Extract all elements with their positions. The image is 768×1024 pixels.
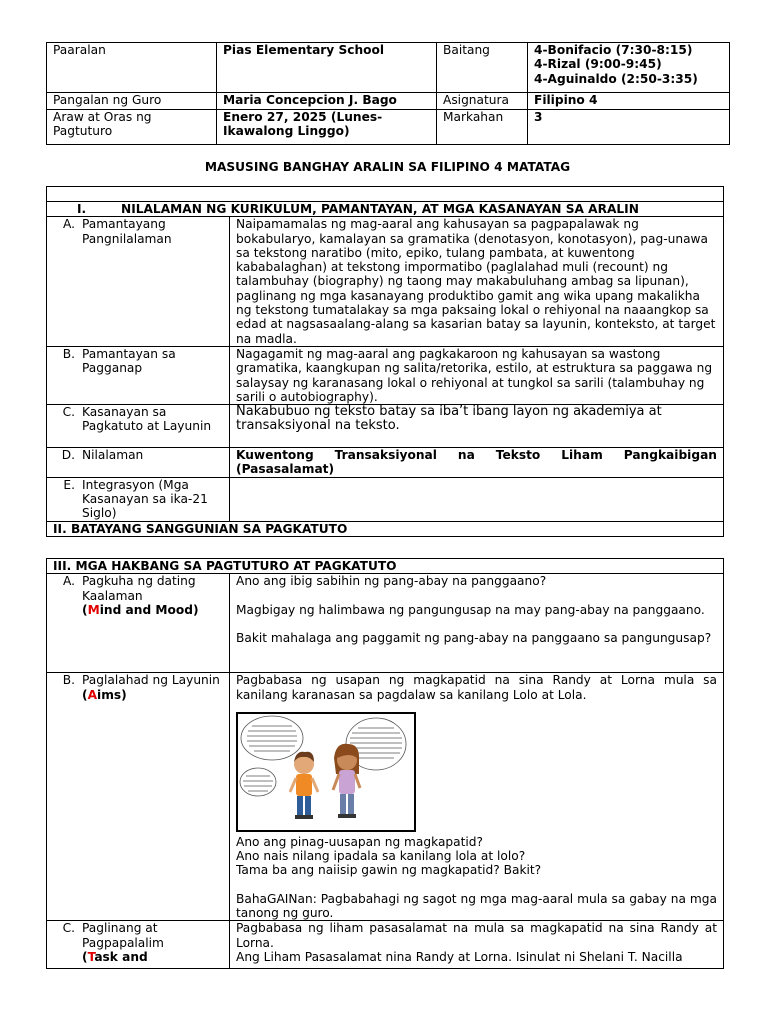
step-c-label-cell [47, 921, 230, 969]
row-e-text [230, 477, 724, 521]
row-c-label: Kasanayan sa Pagkatuto at Layunin [82, 405, 212, 434]
row-e-label-cell [47, 477, 230, 521]
step-c-tag-initial: T [87, 949, 95, 964]
row-d-letter: D. [61, 448, 75, 463]
row-b-label: Pamantayan sa Pagganap [82, 346, 176, 376]
grade-value-3: 4-Aguinaldo (2:50-3:35) [534, 71, 698, 86]
subject-value: Filipino 4 [528, 93, 730, 110]
grade-label: Baitang [437, 43, 528, 93]
step-a-tag: (Mind and Mood) [82, 602, 199, 617]
step-a-label: Pagkuha ng dating Kaalaman [82, 574, 196, 603]
step-a-q2: Magbigay ng halimbawa ng pangungusap na may pang-abay na panggaano. [236, 602, 705, 617]
teacher-label: Pangalan ng Guro [47, 93, 217, 110]
school-label: Paaralan [47, 43, 217, 93]
step-b-letter: B. [62, 673, 75, 688]
row-c-letter: C. [62, 405, 75, 420]
step-a-content [230, 574, 724, 673]
step-c-line2: Ang Liham Pasasalamat nina Randy at Lorna. Isinulat ni Shelani T. Nacilla [236, 949, 683, 964]
teacher-value: Maria Concepcion J. Bago [217, 93, 437, 110]
row-b-text: Nagagamit ng mag-aaral ang pagkakaroon ng kahusayan sa wastong gramatika, kaangkupan ng salita/retorika, estilo, at estruktura sa paggawa ng salaysay ng karanasang lokal o rehiyonal at tungkol sa sarili (talambuhay ng sarili o autobiography). [230, 346, 724, 404]
row-d-label: Nilalaman [82, 448, 144, 463]
step-b-q3: Tama ba ang naiisip gawin ng magkapatid? Bakit? [236, 863, 542, 878]
step-c-content [230, 921, 724, 969]
document-title: MASUSING BANGHAY ARALIN SA FILIPINO 4 MATATAG [204, 160, 571, 174]
step-a-label-cell [47, 574, 230, 673]
date-label: Araw at Oras ng Pagtuturo [47, 110, 217, 145]
step-c-line1: Pagbabasa ng liham pasasalamat na mula sa magkapatid na sina Randy at Lorna. [236, 921, 717, 950]
dialogue-illustration [236, 712, 416, 832]
grade-value-1: 4-Bonifacio (7:30-8:15) [534, 43, 693, 57]
step-c-tag: (Task and [82, 949, 148, 964]
siblings-dialogue-image [238, 714, 414, 830]
step-a-q1: Ano ang ibig sabihin ng pang-abay na panggaano? [236, 574, 547, 589]
row-b-letter: B. [62, 346, 75, 361]
step-c-label: Paglinang at Pagpapalalim [82, 921, 164, 950]
row-a-label-cell [47, 217, 230, 347]
header-table [46, 42, 730, 145]
row-d-label-cell [47, 448, 230, 478]
section1-title: NILALAMAN NG KURIKULUM, PAMANTAYAN, AT MGA KASANAYAN SA ARALIN [121, 202, 639, 216]
row-d-text: Kuwentong Transaksiyonal na Teksto Liham Pangkaibigan (Pasasalamat) [230, 448, 724, 478]
row-c-text: Nakabubuo ng teksto batay sa iba’t ibang layon ng akademiya at transaksiyonal na teksto. [230, 405, 724, 448]
step-b-tag: (Aims) [82, 687, 127, 702]
step-b-intro: Pagbabasa ng usapan ng magkapatid na sina Randy at Lorna mula sa kanilang karanasan sa pagdalaw sa kanilang Lolo at Lola. [236, 673, 717, 702]
step-c-tag-rest: ask and [94, 949, 148, 964]
step-b-tag-rest: ims) [97, 687, 127, 702]
section3-heading: III. MGA HAKBANG SA PAGTUTURO AT PAGKATUTO [47, 559, 724, 574]
step-a-tag-initial: M [87, 602, 100, 617]
row-a-label: Pamantayang Pangnilalaman [82, 217, 172, 246]
step-b-q1: Ano ang pinag-uusapan ng magkapatid? [236, 834, 484, 849]
row-e-label: Integrasyon (Mga Kasanayan sa ika-21 Siglo) [82, 477, 208, 521]
row-c-label-cell [47, 405, 230, 448]
step-b-label: Paglalahad ng Layunin [82, 673, 220, 688]
row-e-letter: E. [63, 477, 75, 492]
row-b-label-cell [47, 346, 230, 404]
section2-heading: II. BATAYANG SANGGUNIAN SA PAGKATUTO [47, 521, 724, 536]
section1-heading [47, 202, 724, 217]
grade-value-2: 4-Rizal (9:00-9:45) [534, 57, 662, 72]
date-value: Enero 27, 2025 (Lunes- Ikawalong Linggo) [217, 110, 437, 145]
step-b-label-cell [47, 673, 230, 921]
blank-row [47, 187, 724, 202]
step-a-q3: Bakit mahalaga ang paggamit ng pang-abay na panggaano sa pangungusap? [236, 630, 712, 645]
step-a-letter: A. [63, 574, 75, 589]
row-a-text: Naipamamalas ng mag-aaral ang kahusayan sa pagpapalawak ng bokabularyo, kamalayan sa gramatika (denotasyon, konotasyon), pag-unawa sa tekstong naratibo (mito, epiko, tulang pambata, at kuwentong kababalaghan) at tekstong impormatibo (paglalahad muli (recount) ng talambuhay (biography) ng taong may makabuluhang ambag sa lipunan), paglinang ng mga kasanayang produktibo gamit ang wika upang makalikha ng tekstong tumatalakay sa mga paksaing lokal o rehiyonal na naaangkop sa edad at nagsasaalang-alang sa kasarian batay sa layunin, konteksto, at target na madla. [230, 217, 724, 347]
step-b-q2: Ano nais nilang ipadala sa kanilang lola at lolo? [236, 849, 526, 864]
steps-table [46, 558, 724, 969]
grade-values [528, 43, 730, 93]
row-a-letter: A. [63, 217, 75, 232]
quarter-label: Markahan [437, 110, 528, 145]
school-value: Pias Elementary School [217, 43, 437, 93]
step-b-content [230, 673, 724, 921]
step-c-letter: C. [62, 921, 75, 936]
quarter-value: 3 [528, 110, 730, 145]
step-b-note: BahaGAINan: Pagbabahagi ng sagot ng mga mag-aaral mula sa gabay na mga tanong ng guro. [236, 891, 717, 921]
step-a-tag-rest: ind and Mood) [99, 602, 199, 617]
section1-number: I. [77, 202, 87, 216]
step-b-tag-initial: A [87, 687, 98, 702]
curriculum-table [46, 186, 724, 537]
subject-label: Asignatura [437, 93, 528, 110]
